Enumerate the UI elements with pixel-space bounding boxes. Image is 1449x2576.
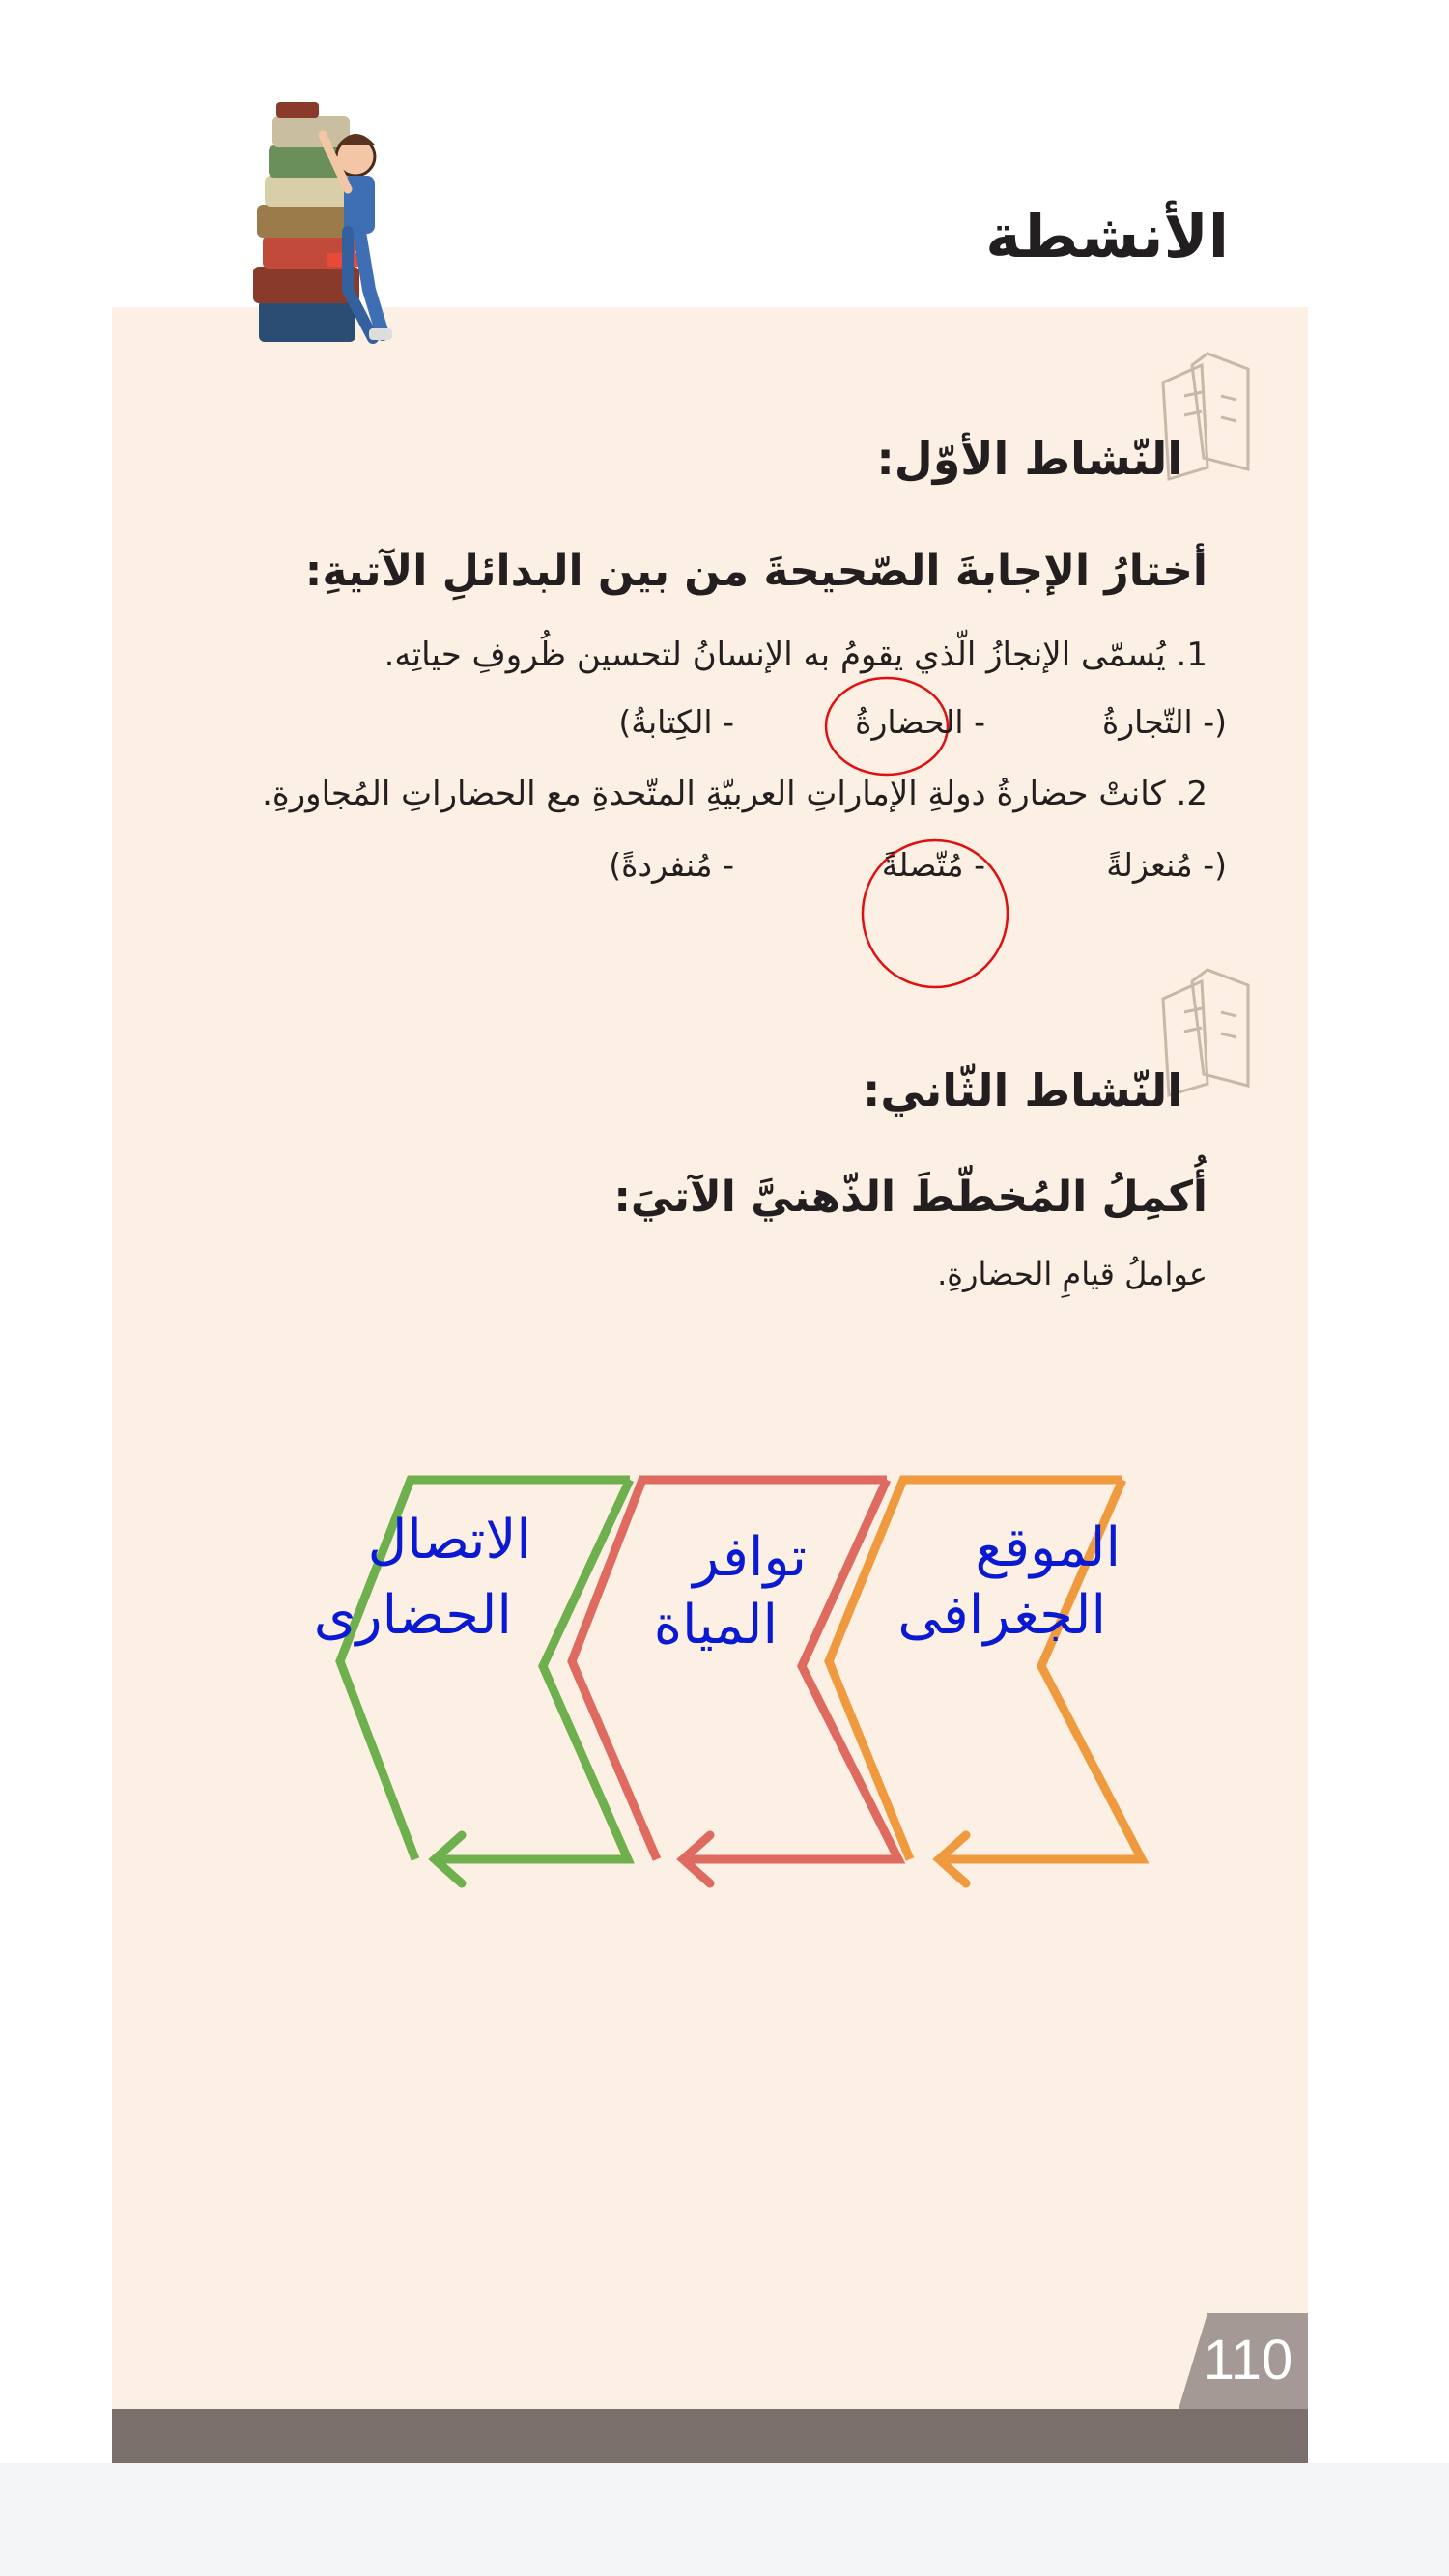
mindmap-subtitle: عواملُ قيامِ الحضارةِ. — [937, 1256, 1208, 1292]
question-one: 1. يُسمّى الإنجازُ الّذي يقومُ به الإنسانُ لتحسين ظُروفِ حياتِه. — [384, 636, 1208, 674]
orange-answer-line2: الجغرافى — [897, 1586, 1106, 1646]
question-two: 2. كانتْ حضارةُ دولةِ الإماراتِ العربيّةِ المتّحدةِ مع الحضاراتِ المُجاورةِ. — [262, 775, 1208, 813]
q1-option-3: - الكِتابةُ) — [618, 703, 734, 741]
activity-two-instruction: أُكمِلُ المُخطّطَ الذّهنيَّ الآتيَ: — [613, 1173, 1208, 1222]
activity-one-instruction: أختارُ الإجابةَ الصّحيحةَ من بين البدائلِ الآتيةِ: — [304, 547, 1208, 596]
green-answer-line1: الاتصال — [367, 1511, 531, 1571]
orange-answer-line1: الموقع — [975, 1518, 1121, 1578]
q1-option-1: (- التّجارةُ — [1101, 703, 1227, 741]
q1-option-2: - الحضارةُ — [855, 703, 985, 741]
red-answer-line1: توافر — [693, 1528, 807, 1588]
activity-one-title: النّشاط الأوّل: — [876, 433, 1182, 485]
activity-two-title: النّشاط الثّاني: — [863, 1064, 1182, 1117]
green-answer-line2: الحضارى — [313, 1586, 512, 1646]
page-title: الأنشطة — [985, 201, 1229, 271]
q2-option-2: - مُتّصلةً — [881, 846, 985, 884]
page-number: 110 — [1203, 2329, 1293, 2392]
red-answer-line2: المياة — [653, 1596, 778, 1656]
q2-option-3: - مُنفردةً) — [609, 846, 734, 884]
q2-option-1: (- مُنعزلةً — [1106, 846, 1227, 884]
